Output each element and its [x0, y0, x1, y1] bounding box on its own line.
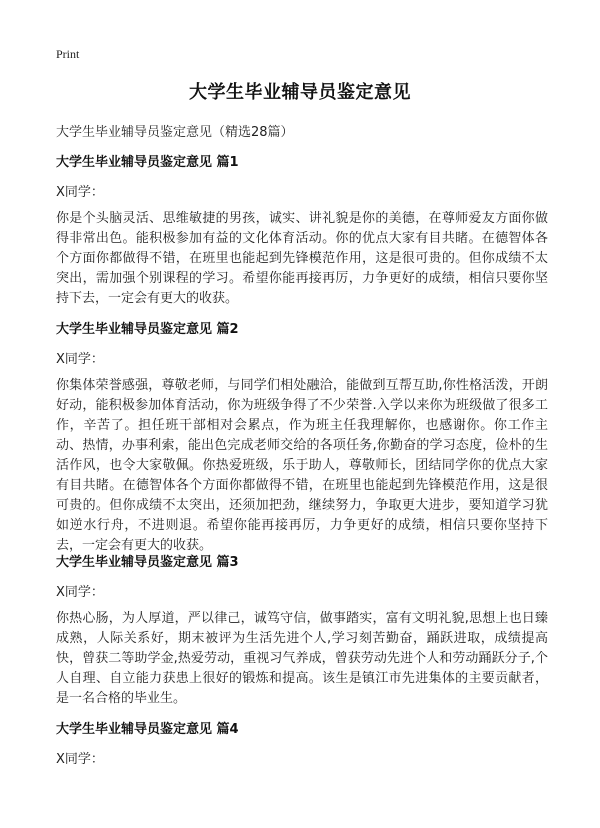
section-body-1: 你是个头脑灵活、思维敏捷的男孩，诚实、讲礼貌是你的美德，在尊师爱友方面你做得非常出色。能积极参加有益的文化体育活动。你的优点大家有目共睹。在德智体各个方面你都做得不错，在班里也能起到先锋模范作用，这是很可贵的。但你成绩不太突出，需加强个别课程的学习。希望你能再接再厉，力争更好的成绩，相信只要你坚持下去，一定会有更大的收获。 [56, 211, 548, 306]
section-greeting-1: X同学： [56, 185, 104, 200]
section-heading-4: 大学生毕业辅导员鉴定意见 篇4 [56, 722, 239, 737]
section-heading-2: 大学生毕业辅导员鉴定意见 篇2 [56, 322, 239, 337]
document-subtitle: 大学生毕业辅导员鉴定意见（精选28篇） [56, 125, 294, 140]
section-greeting-2: X同学： [56, 352, 104, 367]
section-body-3: 你热心肠，为人厚道，严以律己，诚笃守信，做事踏实，富有文明礼貌,思想上也日臻成熟，人际关系好，期末被评为生活先进个人,学习刻苦勤奋，踊跃进取，成绩提高快，曾获二等助学金,热爱劳动，重视习气养成，曾获劳动先进个人和劳动踊跃分子,个人自理、自立能力获患上很好的锻炼和提高。该生是镇江市先进集体的主要贡献者，是一名合格的毕业生。 [56, 611, 548, 706]
print-label: Print [56, 47, 80, 61]
document-title: 大学生毕业辅导员鉴定意见 [189, 82, 411, 103]
section-greeting-3: X同学： [56, 585, 104, 600]
section-greeting-4: X同学： [56, 752, 104, 767]
section-body-2: 你集体荣誉感强，尊敬老师，与同学们相处融洽，能做到互帮互助,你性格活泼，开朗好动，能积极参加体育活动，你为班级争得了不少荣誉.入学以来你为班级做了很多工作，辛苦了。担任班干部相对会累点，作为班主任我理解你，也感谢你。你工作主动、热情，办事利索，能出色完成老师交给的各项任务,你勤奋的学习态度，俭朴的生活作风，也令大家敬佩。你热爱班级，乐于助人，尊敬师长，团结同学你的优点大家有目共睹。在德智体各个方面你都做得不错，在班里也能起到先锋模范作用，这是很可贵的。但你成绩不太突出，还须加把劲，继续努力，争取更大进步，要知道学习犹如逆水行舟，不进则退。希望你能再接再厉，力争更好的成绩，相信只要你坚持下去，一定会有更大的收获。 [56, 378, 548, 553]
section-heading-3: 大学生毕业辅导员鉴定意见 篇3 [56, 555, 239, 570]
section-heading-1: 大学生毕业辅导员鉴定意见 篇1 [56, 155, 239, 170]
